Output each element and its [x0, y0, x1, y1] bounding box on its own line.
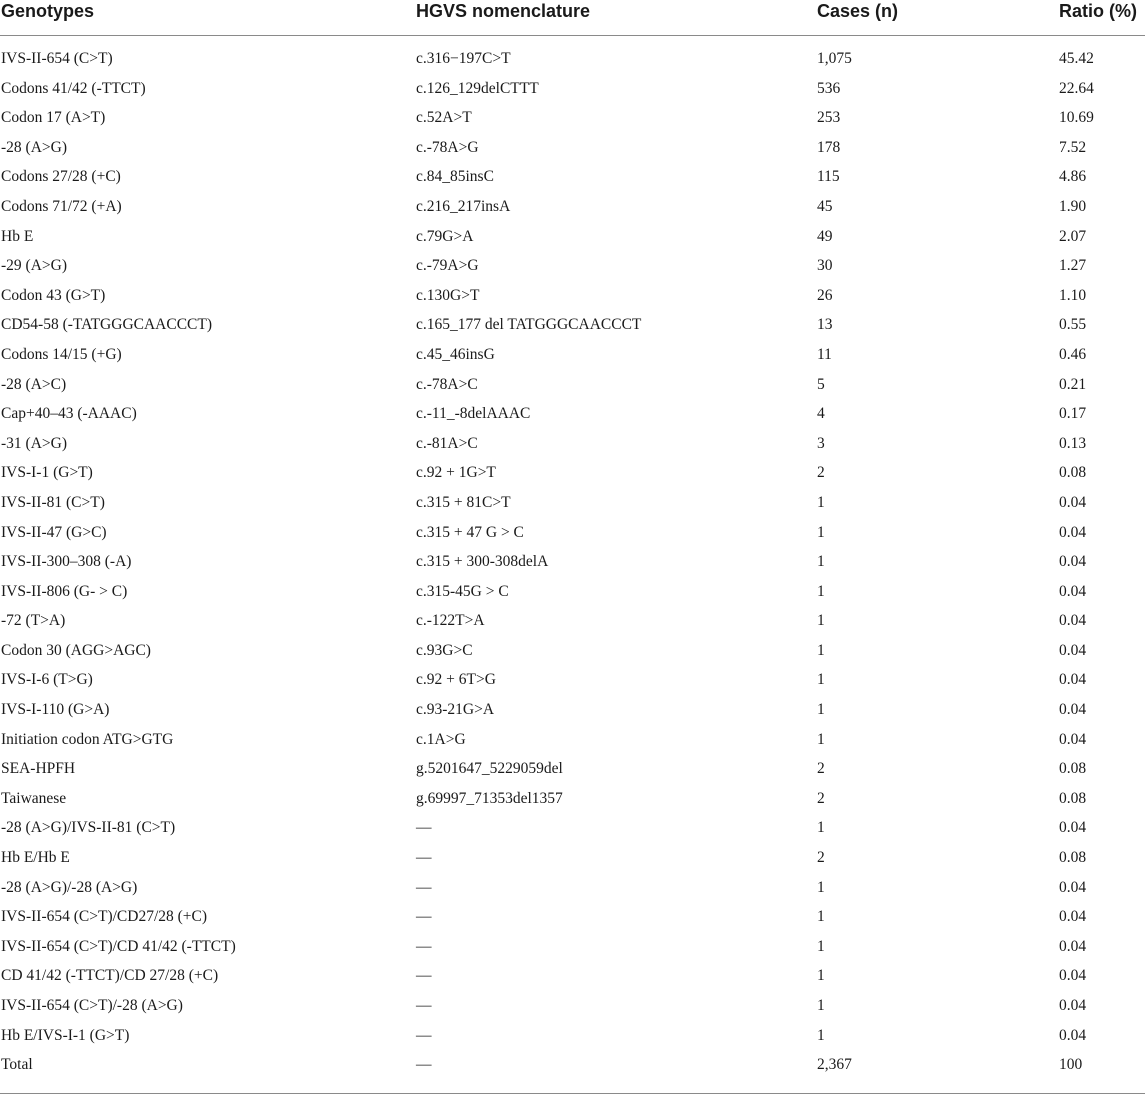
table-header [0, 0, 1145, 36]
table-row [0, 906, 1145, 936]
table-row [0, 936, 1145, 966]
cell-ratio: 0.04 [1059, 730, 1087, 748]
table-row [0, 699, 1145, 729]
cell-ratio: 0.08 [1059, 464, 1087, 482]
cell-cases: 1,075 [817, 50, 852, 67]
cell-ratio: 22.64 [1059, 79, 1094, 97]
cell-cases: 253 [817, 109, 841, 127]
cell-cases: 1 [817, 908, 825, 926]
table-row [0, 48, 1145, 78]
cell-ratio: 0.04 [1059, 493, 1087, 511]
cell-hgvs: c.45_46insG [416, 345, 495, 363]
cell-genotype: IVS-II-81 (C>T) [1, 493, 105, 511]
cell-cases: 2,367 [817, 1056, 852, 1074]
cell-cases: 1 [817, 730, 825, 748]
table-row [0, 669, 1145, 699]
table-row-total [0, 1054, 1145, 1084]
cell-genotype: Total [1, 1056, 33, 1074]
cell-cases: 4 [817, 405, 825, 423]
table-row [0, 581, 1145, 611]
cell-genotype: -28 (A>G)/-28 (A>G) [1, 878, 138, 896]
cell-hgvs: c.93G>C [416, 641, 473, 659]
cell-ratio: 0.04 [1059, 701, 1087, 719]
cell-ratio: 1.10 [1059, 286, 1087, 304]
cell-ratio: 0.08 [1059, 849, 1087, 867]
cell-cases: 1 [817, 997, 825, 1014]
cell-cases: 1 [817, 701, 825, 719]
cell-genotype: -28 (A>C) [1, 375, 67, 393]
cell-hgvs: c.1A>G [416, 730, 466, 748]
cell-hgvs: — [416, 1026, 432, 1044]
cell-ratio: 0.04 [1059, 819, 1087, 837]
cell-cases: 1 [817, 582, 825, 600]
cell-cases: 1 [817, 878, 825, 896]
cell-genotype: Cap+40–43 (-AAAC) [1, 405, 137, 423]
table-body [0, 48, 1145, 1084]
cell-hgvs: c.216_217insA [416, 197, 511, 215]
cell-ratio: 0.08 [1059, 760, 1087, 778]
cell-cases: 2 [817, 760, 825, 778]
cell-ratio: 0.13 [1059, 434, 1087, 452]
cell-genotype: Codon 30 (AGG>AGC) [1, 641, 151, 659]
cell-ratio: 0.04 [1059, 553, 1087, 571]
cell-ratio: 10.69 [1059, 109, 1094, 127]
cell-ratio: 1.27 [1059, 257, 1087, 275]
cell-cases: 1 [817, 819, 825, 837]
cell-ratio: 0.04 [1059, 908, 1087, 926]
cell-hgvs: — [416, 878, 432, 896]
cell-ratio: 0.04 [1059, 997, 1087, 1014]
cell-genotype: Codon 43 (G>T) [1, 286, 106, 304]
cell-genotype: Hb E/IVS-I-1 (G>T) [1, 1026, 130, 1044]
cell-cases: 1 [817, 493, 825, 511]
cell-cases: 536 [817, 79, 841, 97]
cell-ratio: 1.90 [1059, 197, 1087, 215]
cell-genotype: -28 (A>G)/IVS-II-81 (C>T) [1, 819, 176, 837]
table-row [0, 551, 1145, 581]
cell-cases: 11 [817, 345, 832, 363]
cell-cases: 1 [817, 553, 825, 571]
cell-hgvs: c.130G>T [416, 286, 480, 304]
cell-cases: 115 [817, 168, 840, 186]
cell-genotype: CD54-58 (-TATGGGCAACCCT) [1, 316, 213, 334]
header-genotypes: Genotypes [1, 1, 95, 21]
cell-cases: 1 [817, 671, 825, 689]
cell-hgvs: c.52A>T [416, 109, 472, 127]
cell-genotype: Codons 41/42 (-TTCT) [1, 79, 146, 97]
cell-cases: 1 [817, 523, 825, 541]
cell-ratio: 100 [1059, 1056, 1083, 1074]
table-row [0, 107, 1145, 137]
cell-ratio: 0.04 [1059, 937, 1087, 955]
table-row [0, 817, 1145, 847]
cell-cases: 49 [817, 227, 833, 245]
cell-cases: 2 [817, 789, 825, 807]
cell-genotype: IVS-II-806 (G- > C) [1, 582, 128, 600]
cell-hgvs: c.92 + 6T>G [416, 671, 496, 689]
cell-cases: 3 [817, 434, 825, 452]
cell-hgvs: c.-78A>G [416, 138, 479, 156]
cell-cases: 1 [817, 641, 825, 659]
cell-genotype: Codons 27/28 (+C) [1, 168, 121, 186]
cell-genotype: Initiation codon ATG>GTG [1, 730, 174, 748]
cell-genotype: Hb E [1, 227, 34, 245]
cell-hgvs: — [416, 849, 432, 867]
cell-hgvs: — [416, 1056, 432, 1074]
cell-hgvs: — [416, 819, 432, 837]
cell-cases: 1 [817, 967, 825, 985]
cell-hgvs: — [416, 967, 432, 985]
cell-genotype: Taiwanese [1, 789, 67, 807]
cell-ratio: 0.08 [1059, 789, 1087, 807]
cell-ratio: 0.55 [1059, 316, 1087, 334]
cell-genotype: IVS-II-654 (C>T) [1, 50, 113, 67]
table-row [0, 403, 1145, 433]
cell-hgvs: c.315 + 81C>T [416, 493, 511, 511]
cell-hgvs: c.93-21G>A [416, 701, 495, 719]
cell-ratio: 0.04 [1059, 967, 1087, 985]
cell-ratio: 0.04 [1059, 612, 1087, 630]
table-row [0, 877, 1145, 907]
cell-cases: 13 [817, 316, 833, 334]
header-hgvs-nomenclature: HGVS nomenclature [416, 1, 591, 21]
table-row [0, 78, 1145, 108]
cell-genotype: IVS-II-654 (C>T)/CD27/28 (+C) [1, 908, 208, 926]
table-row [0, 522, 1145, 552]
cell-hgvs: c.316−197C>T [416, 50, 511, 67]
table-row [0, 255, 1145, 285]
table-bottom-rule [0, 1093, 1145, 1094]
header-ratio: Ratio (%) [1059, 1, 1137, 21]
cell-ratio: 2.07 [1059, 227, 1087, 245]
table-row [0, 166, 1145, 196]
table-row [0, 847, 1145, 877]
cell-cases: 1 [817, 1026, 825, 1044]
cell-hgvs: c.84_85insC [416, 168, 494, 186]
cell-genotype: IVS-II-654 (C>T)/-28 (A>G) [1, 997, 183, 1014]
cell-cases: 2 [817, 464, 825, 482]
cell-cases: 30 [817, 257, 833, 275]
cell-genotype: -29 (A>G) [1, 257, 67, 275]
cell-genotype: IVS-I-1 (G>T) [1, 464, 93, 482]
cell-ratio: 0.21 [1059, 375, 1087, 393]
cell-hgvs: g.5201647_5229059del [416, 760, 563, 778]
table-row [0, 344, 1145, 374]
table-row [0, 788, 1145, 818]
cell-hgvs: — [416, 997, 432, 1014]
table-row [0, 492, 1145, 522]
cell-ratio: 0.04 [1059, 641, 1087, 659]
cell-genotype: IVS-II-47 (G>C) [1, 523, 107, 541]
table-row [0, 462, 1145, 492]
table-row [0, 314, 1145, 344]
cell-cases: 178 [817, 138, 841, 156]
table-row [0, 610, 1145, 640]
cell-cases: 1 [817, 937, 825, 955]
cell-ratio: 0.04 [1059, 582, 1087, 600]
cell-genotype: Codons 14/15 (+G) [1, 345, 122, 363]
table-row [0, 137, 1145, 167]
cell-genotype: Codon 17 (A>T) [1, 109, 106, 127]
cell-cases: 2 [817, 849, 825, 867]
cell-genotype: Codons 71/72 (+A) [1, 197, 122, 215]
cell-cases: 26 [817, 286, 833, 304]
cell-ratio: 4.86 [1059, 168, 1087, 186]
table-row [0, 196, 1145, 226]
cell-hgvs: c.-78A>C [416, 375, 478, 393]
table-row [0, 374, 1145, 404]
cell-genotype: IVS-II-300–308 (-A) [1, 553, 132, 571]
cell-hgvs: c.79G>A [416, 227, 474, 245]
table-row [0, 433, 1145, 463]
cell-ratio: 45.42 [1059, 50, 1094, 67]
header-cases: Cases (n) [817, 1, 899, 21]
cell-hgvs: g.69997_71353del1357 [416, 789, 563, 807]
table-row [0, 226, 1145, 256]
cell-hgvs: c.315 + 47 G > C [416, 523, 524, 541]
cell-genotype: -28 (A>G) [1, 138, 67, 156]
cell-ratio: 0.04 [1059, 878, 1087, 896]
cell-genotype: SEA-HPFH [1, 760, 76, 778]
cell-genotype: IVS-I-110 (G>A) [1, 701, 110, 719]
table-row [0, 758, 1145, 788]
cell-ratio: 0.46 [1059, 345, 1087, 363]
cell-cases: 5 [817, 375, 825, 393]
cell-genotype: Hb E/Hb E [1, 849, 70, 867]
cell-hgvs: c.165_177 del TATGGGCAACCCT [416, 316, 642, 334]
cell-cases: 1 [817, 612, 825, 630]
cell-cases: 45 [817, 197, 833, 215]
cell-hgvs: c.-81A>C [416, 434, 478, 452]
cell-hgvs: c.126_129delCTTT [416, 79, 539, 97]
table-row [0, 729, 1145, 759]
table-row [0, 965, 1145, 995]
table-row [0, 640, 1145, 670]
cell-hgvs: c.92 + 1G>T [416, 464, 496, 482]
table-row [0, 995, 1145, 1025]
table-row [0, 1025, 1145, 1055]
cell-hgvs: c.315 + 300-308delA [416, 553, 549, 571]
cell-ratio: 0.17 [1059, 405, 1087, 423]
cell-genotype: IVS-II-654 (C>T)/CD 41/42 (-TTCT) [1, 937, 236, 955]
cell-hgvs: — [416, 908, 432, 926]
cell-genotype: CD 41/42 (-TTCT)/CD 27/28 (+C) [1, 967, 219, 985]
cell-ratio: 0.04 [1059, 1026, 1087, 1044]
cell-hgvs: c.-122T>A [416, 612, 485, 630]
cell-genotype: IVS-I-6 (T>G) [1, 671, 93, 689]
cell-genotype: -72 (T>A) [1, 612, 66, 630]
cell-genotype: -31 (A>G) [1, 434, 67, 452]
cell-hgvs: — [416, 937, 432, 955]
cell-hgvs: c.-79A>G [416, 257, 479, 275]
cell-ratio: 0.04 [1059, 671, 1087, 689]
cell-hgvs: c.-11_-8delAAAC [416, 405, 531, 423]
cell-ratio: 7.52 [1059, 138, 1087, 156]
cell-hgvs: c.315-45G > C [416, 582, 509, 600]
cell-ratio: 0.04 [1059, 523, 1087, 541]
table-row [0, 285, 1145, 315]
